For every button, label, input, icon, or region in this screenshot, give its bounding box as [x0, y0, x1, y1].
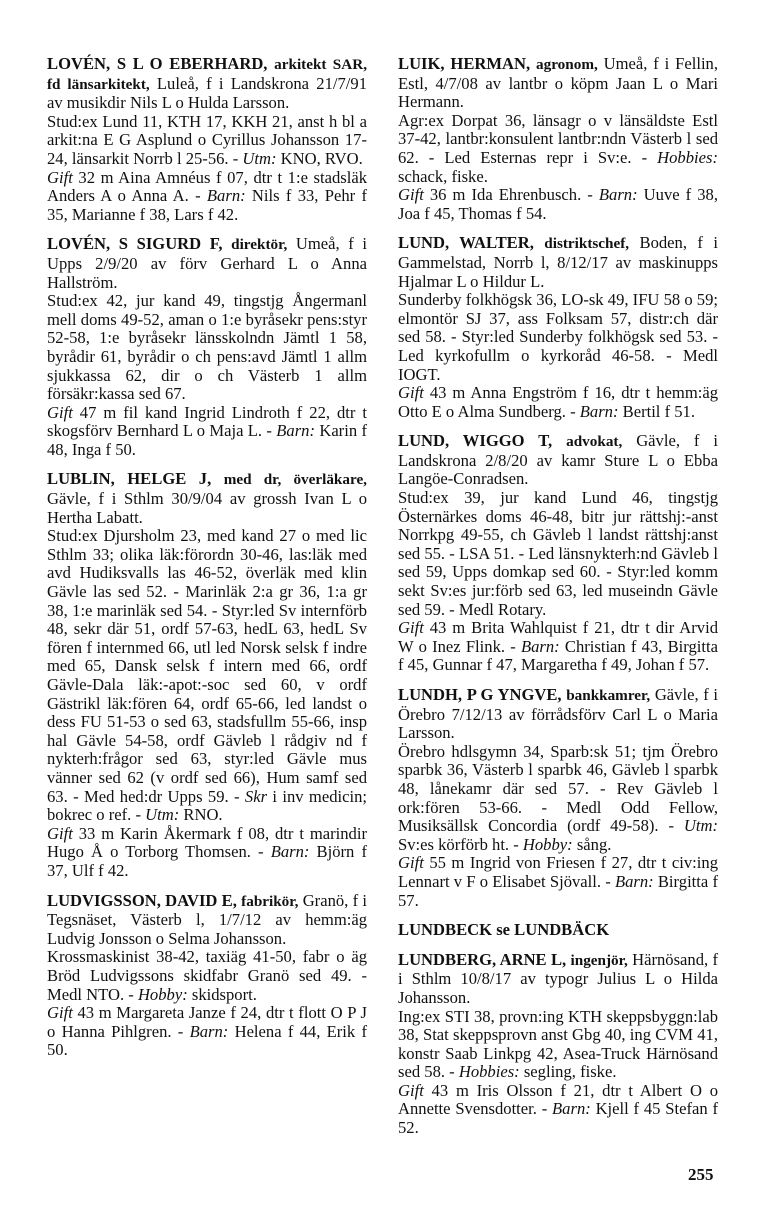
entry-intro: Gävle, f i Landskrona 2/8/20 av kamr Sture L o Ebba Langöe-Conradsen. — [398, 431, 718, 489]
entry-heading — [398, 685, 650, 704]
right-column — [398, 55, 718, 1149]
entry-text: Krossmaskinist 38-42, taxiäg 41-50, fabr o äg Bröd Ludvigssons skidfabr Granö sed 49. - Medl NTO. - — [47, 947, 367, 1004]
entry-title: fabrikör, — [241, 892, 299, 910]
directory-entry — [47, 892, 367, 1060]
entry-text: 55 m Ingrid von Friesen f 27, dtr t civ:ing Lennart v F o Elisabet Sjövall. - — [398, 853, 718, 891]
entry-label: Gift — [398, 185, 424, 205]
entry-label: Gift — [398, 383, 424, 403]
entry-text: Stud:ex Lund 11, KTH 17, KKH 21, anst h bl a arkit:na E G Asplund o Cyrillus Johansson 17-24, länsarkit Norrb l 25-56. - — [47, 111, 367, 168]
entry-label: Utm: — [683, 816, 718, 836]
entry-text: Bertil f 51. — [618, 401, 695, 421]
entry-heading — [398, 54, 598, 73]
entry-text: 43 m Brita Wahlquist f 21, dtr t dir Arvid W o Inez Flink. - — [398, 618, 718, 656]
entry-label: Barn: — [614, 871, 654, 891]
entry-heading — [398, 431, 622, 450]
entry-name: LOVÉN, S L O EBERHARD, — [47, 54, 268, 73]
entry-text: 47 m fil kand Ingrid Lindroth f 22, dtr t skogsförv Bernhard L o Maja L. - — [47, 402, 367, 441]
entry-text: schack, fiske. — [398, 166, 488, 186]
entry-text: 33 m Karin Åkermark f 08, dtr t marindir Hugo Å o Torborg Thomsen. - — [47, 823, 367, 862]
entry-text: Uuve f 38, Joa f 45, Thomas f 54. — [398, 185, 718, 223]
directory-entry — [398, 432, 718, 675]
entry-label: Hobby: — [522, 834, 573, 854]
entry-name: LOVÉN, S SIGURD F, — [47, 234, 223, 254]
left-column — [47, 55, 367, 1071]
cross-reference: LUNDBECK se LUNDBÄCK — [398, 920, 610, 940]
entry-text: 36 m Ida Ehrenbusch. - — [423, 185, 599, 205]
entry-label: Hobbies: — [657, 147, 718, 167]
directory-entry — [398, 234, 718, 421]
entry-text: skidsport. — [187, 984, 257, 1004]
entry-intro: Gävle, f i Sthlm 30/9/04 av grossh Ivan L o Hertha Labatt. — [47, 489, 367, 527]
entry-title: advokat, — [566, 433, 623, 451]
entry-label: Barn: — [598, 185, 638, 205]
directory-entry — [398, 951, 718, 1138]
entry-label: Gift — [47, 167, 73, 187]
entry-name: LUDVIGSSON, DAVID E, — [47, 890, 237, 910]
entry-text: Sunderby folkhögsk 36, LO-sk 49, IFU 58 o 59; elmontör SJ 37, ass Folksam 57, distr:ch där sed 58. - Styr:led Sunderby folkhögsk sed 53. - Led kyrkofullm o kyrkoråd 46-58. - Medl IOGT. — [398, 290, 718, 384]
entry-text: Karin f 48, Inga f 50. — [47, 421, 367, 459]
page-number: 255 — [688, 1165, 714, 1184]
entry-heading — [47, 234, 287, 253]
entry-paragraph — [398, 489, 718, 619]
entry-paragraph — [398, 1008, 718, 1082]
entry-paragraph — [47, 527, 367, 825]
entry-intro: Granö, f i Tegsnäset, Västerb l, 1/7/12 av hemm:äg Ludvig Jonsson o Selma Johansson. — [47, 890, 367, 948]
entry-paragraph — [47, 948, 367, 1004]
entry-label: Gift — [398, 853, 424, 873]
entry-title: distriktschef, — [544, 235, 630, 253]
entry-heading — [47, 891, 298, 910]
entry-paragraph — [47, 169, 367, 225]
entry-label: Barn: — [189, 1021, 229, 1041]
entry-paragraph — [47, 825, 367, 881]
entry-paragraph — [47, 292, 367, 404]
directory-entry — [398, 55, 718, 223]
entry-title: agronom, — [536, 56, 598, 73]
entry-intro: Gävle, f i Örebro 7/12/13 av förrådsförv Carl L o Maria Larsson. — [398, 685, 718, 743]
entry-title: direktör, — [231, 236, 288, 254]
entry-label: Gift — [47, 1003, 73, 1023]
entry-paragraph — [47, 113, 367, 169]
entry-intro: Boden, f i Gammelstad, Norrb l, 8/12/17 av maskinupps Hjalmar L o Hildur L. — [398, 233, 718, 291]
entry-label: Utm: — [145, 805, 180, 825]
entry-text: 43 m Margareta Janze f 24, dtr t flott O P J o Hanna Pihlgren. - — [47, 1003, 367, 1041]
entry-paragraph — [398, 743, 718, 855]
entry-label: Barn: — [520, 636, 560, 656]
entry-intro: Umeå, f i Fellin, Estl, 4/7/08 av lantbr o köpm Jaan L o Mari Hermann. — [398, 54, 718, 112]
entry-label: Hobbies: — [458, 1062, 520, 1082]
entry-label: Gift — [398, 1080, 424, 1100]
entry-title: arkitekt SAR, fd länsarkitekt, — [47, 56, 367, 93]
entry-name: LUBLIN, HELGE J, — [47, 469, 212, 489]
entry-text: Ing:ex STI 38, provn:ing KTH skeppsbyggn:lab 38, Stat skeppsprovn anst Gbg 40, ing CVM 41, konstr Saab Linkpg 42, Asea-Truck Härnösand sed 58. - — [398, 1006, 718, 1082]
entry-title: ingenjör, — [570, 951, 628, 969]
entry-text: Örebro hdlsgymn 34, Sparb:sk 51; tjm Örebro sparbk 36, Västerb l sparbk 46, Gävleb l sparbk 48, lånekamr där sed 57. - Rev Gävleb l ork:fören 53-66. - Medl Odd Fellow, Musiksällsk Concordia (ordf 49-58). - — [398, 741, 718, 836]
entry-label: Skr — [244, 786, 268, 806]
entry-text: Sv:es körförb ht. - — [398, 834, 523, 854]
entry-text: Stud:ex 42, jur kand 49, tingstjg Ångermanl mell doms 49-52, aman o 1:e byråsekr pens:styr 52-58, 1:e byråsekr länsskolndn Jämtl 1 58, byrådir 61, byrådir o ch pens:avd Jämtl 1 allm sjukkassa 62, dir o ch Västerb 1 allm försäkr:kassa sed 67. — [47, 291, 367, 404]
entry-intro: Umeå, f i Upps 2/9/20 av förv Gerhard L o Anna Hallström. — [47, 234, 367, 292]
entry-text: 43 m Anna Engström f 16, dtr t hemm:äg Otto E o Alma Sundberg. - — [398, 383, 718, 421]
entry-text: KNO, RVO. — [276, 148, 363, 168]
entry-label: Barn: — [552, 1099, 591, 1119]
entry-name: LUNDBERG, ARNE L, — [398, 949, 567, 969]
entry-text: Nils f 33, Pehr f 35, Marianne f 38, Lars f 42. — [47, 186, 367, 224]
entry-text: i inv medicin; bokrec o ref. - — [47, 786, 367, 825]
entry-name: LUND, WALTER, — [398, 233, 534, 253]
entry-intro: Härnösand, f i Sthlm 10/8/17 av typogr Julius L o Hilda Johansson. — [398, 949, 719, 1007]
entry-name: LUIK, HERMAN, — [398, 54, 531, 73]
entry-paragraph — [398, 619, 718, 675]
entry-label: Gift — [47, 402, 73, 422]
entry-text: Birgitta f 57. — [398, 871, 718, 910]
entry-paragraph — [398, 1082, 718, 1138]
entry-text: Stud:ex Djursholm 23, med kand 27 o med lic Sthlm 33; olika läk:förordn 30-46, las:läk med avd Hudiksvalls las 46-52, överläk med klin Gävle las sed 52. - Marinläk 2:a gr 36, 1:a gr 38, 1:e marinläk sed 54. - Styr:led Sv internförb 48, sekr där 51, ordf 57-63, hedL 63, hedL Sv fören f internmed 66, utl led Norsk selsk f indre med 65, Dansk selsk f intern med 66, ordf Gävle-Dala läk:-apot:-soc sed 60, v ordf Gästrikl läk:fören 64, ordf 65-66, led landst o dess FU 51-53 o sed 63, stadsfullm 55-66, insp hal Gävle 54-58, ordf Gävleb l rådgiv nd f nykterh:frågor sed 63, styr:led Gävle mus vänner sed 62 (v ordf sed 66), Hum samf sed 63. - Med hed:dr Upps 59. - — [47, 526, 367, 806]
entry-text: segling, fiske. — [519, 1062, 617, 1082]
entry-text: Agr:ex Dorpat 36, länsagr o v länsäldste Estl 37-42, lantbr:konsulent lantbr:ndn Västerb l sed 62. - Led Esternas repr i Sv:e. - — [398, 110, 718, 167]
entry-text: Björn f 37, Ulf f 42. — [47, 842, 367, 880]
entry-paragraph — [398, 112, 718, 186]
entry-text: Kjell f 45 Stefan f 52. — [398, 1099, 718, 1138]
entry-label: Barn: — [270, 842, 310, 862]
entry-intro: Luleå, f i Landskrona 21/7/91 av musikdir Nils L o Hulda Larsson. — [47, 73, 367, 113]
entry-text: 43 m Iris Olsson f 21, dtr t Albert O o Annette Svensdotter. - — [398, 1080, 718, 1119]
entry-label: Utm: — [242, 148, 277, 168]
entry-label: Gift — [47, 823, 73, 843]
entry-text: Stud:ex 39, jur kand Lund 46, tingstjg Östernärkes doms 46-48, bitr jur rättshj:-anst Norrkpg 49-55, ch Gävleb l landst rättshj:anst sed 55. - LSA 51. - Led länsnykterh:nd Gävleb l sed 59, Upps domkap sed 60. - Styr:led komm sekt Sv:es jur:förb sed 63, led museindn Gävle sed 59. - Medl Rotary. — [398, 488, 718, 619]
entry-paragraph — [398, 384, 718, 421]
entry-name: LUNDH, P G YNGVE, — [398, 685, 562, 704]
directory-entry — [47, 470, 367, 880]
entry-paragraph — [47, 1004, 367, 1060]
entry-paragraph — [398, 854, 718, 910]
directory-entry — [398, 686, 718, 910]
entry-text: 32 m Aina Amnéus f 07, dtr t 1:e stadsläk Anders A o Anna A. - — [47, 167, 367, 206]
entry-text: Christian f 43, Birgitta f 45, Gunnar f 47, Margaretha f 49, Johan f 57. — [398, 636, 718, 675]
directory-entry — [47, 235, 367, 459]
entry-label: Barn: — [276, 421, 315, 441]
entry-name: LUND, WIGGO T, — [398, 431, 553, 451]
directory-entry — [398, 921, 718, 940]
entry-label: Barn: — [579, 401, 619, 421]
entry-heading — [398, 233, 629, 252]
entry-paragraph — [47, 404, 367, 460]
entry-text: RNO. — [179, 805, 223, 825]
entry-label: Hobby: — [137, 984, 188, 1004]
directory-entry — [47, 55, 367, 224]
entry-text: sång. — [572, 834, 612, 854]
entry-paragraph — [398, 291, 718, 384]
entry-title: bankkamrer, — [566, 687, 651, 704]
entry-paragraph — [398, 186, 718, 223]
entry-heading — [398, 950, 628, 969]
entry-title: med dr, överläkare, — [223, 471, 367, 489]
entry-heading — [47, 469, 367, 488]
entry-label: Barn: — [206, 186, 246, 206]
entry-label: Gift — [398, 618, 424, 638]
entry-text: Helena f 44, Erik f 50. — [47, 1021, 368, 1060]
